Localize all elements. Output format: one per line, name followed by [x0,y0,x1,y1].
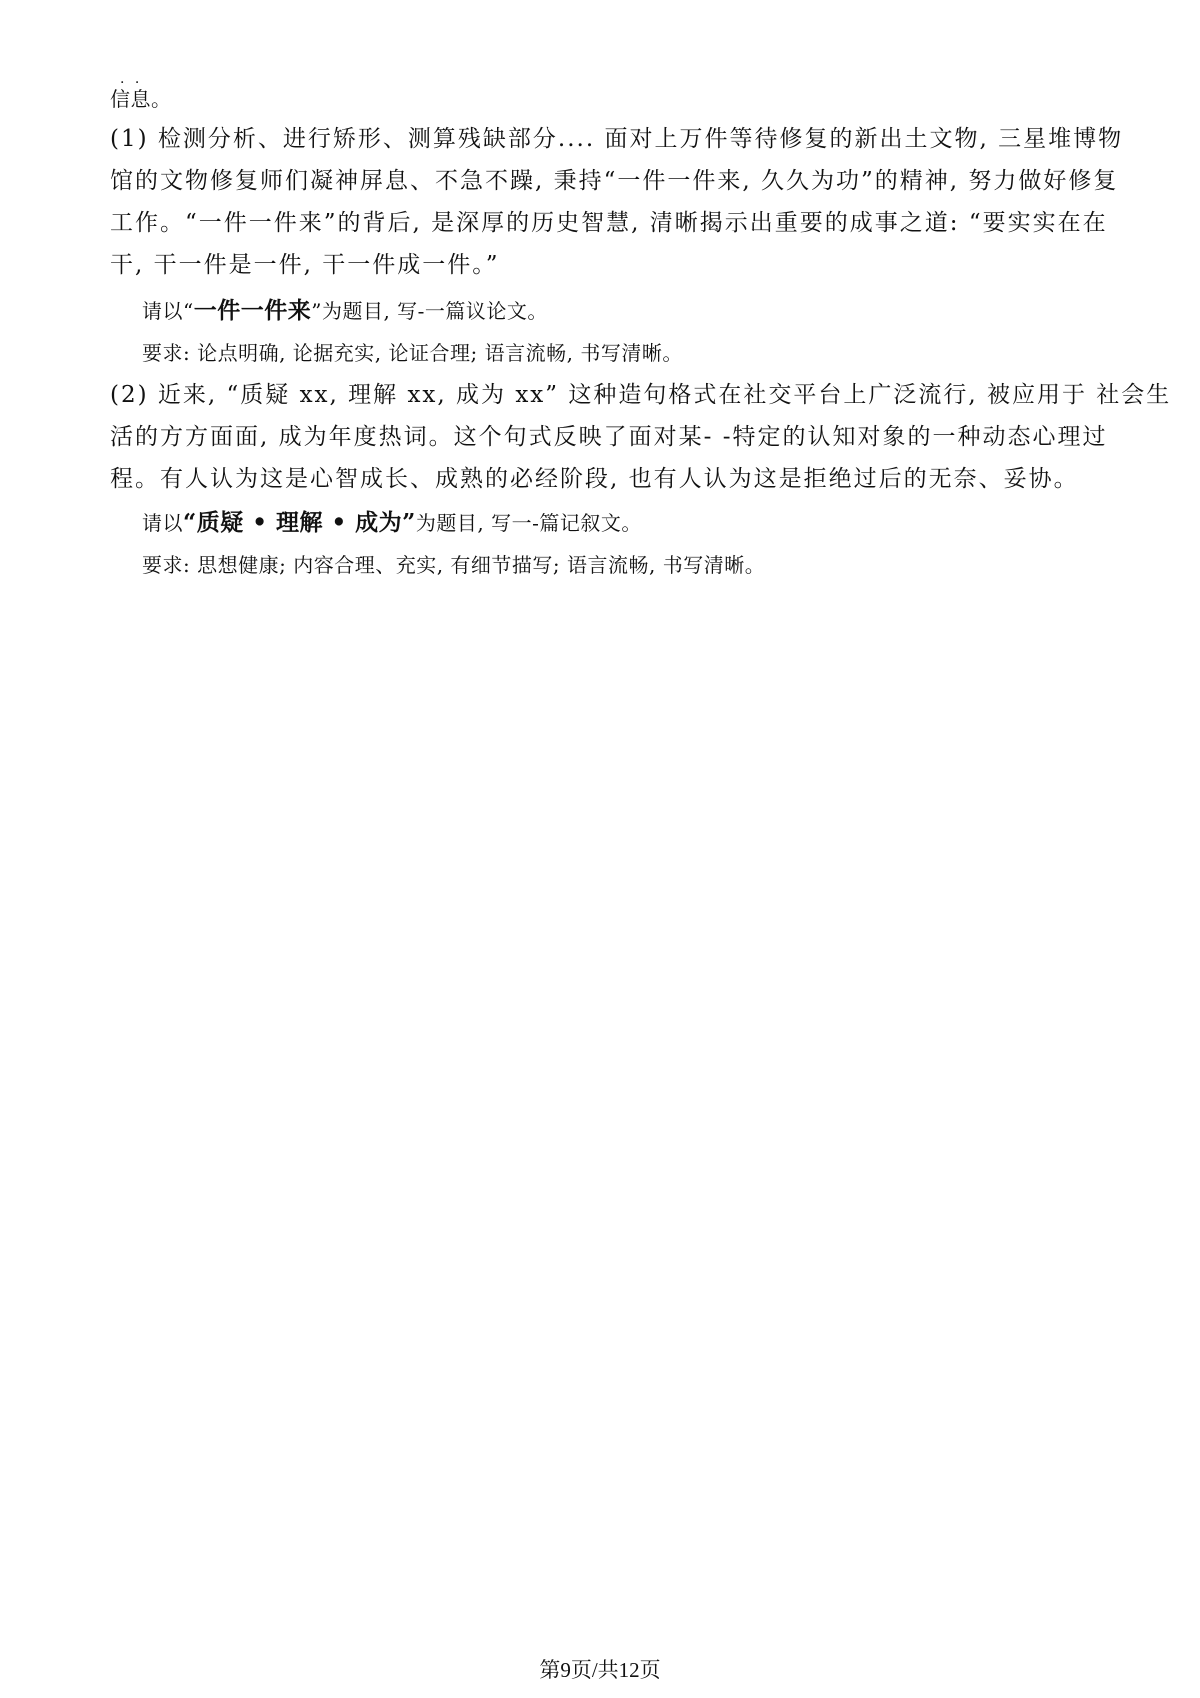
q2-prompt-prefix: 请以 [142,511,183,535]
q2-requirement: 要求: 思想健康; 内容合理、充实, 有细节描写; 语言流畅, 书写清晰。 [142,553,766,577]
q2-prompt-suffix: 为题目, 写一-篇记叙文。 [415,511,642,535]
intro-text: 信息。 · · [110,84,1100,114]
q1-requirement: 要求: 论点明确, 论据充实, 论证合理; 语言流畅, 书写清晰。 [142,341,683,365]
page-number: 第9页/共12页 [539,1658,661,1682]
q2-prompt-title: “质疑 • 理解 • 成为” [183,509,416,536]
q1-prompt-prefix: 请以“ [142,299,194,323]
q1-prompt [142,296,1132,326]
q1-line-4: 干, 干一件是一件, 干一件成一件。” [110,252,500,278]
q1-line-1: (1) 检测分析、进行矫形、测算残缺部分.... 面对上万件等待修复的新出土文物, 三星堆博物 [110,126,1124,152]
q1-line-2: 馆的文物修复师们凝神屏息、不急不躁, 秉持“一件一件来, 久久为功”的精神, 努力做好修复 [110,168,1119,194]
q1-line-3: 工作。“一件一件来”的背后, 是深厚的历史智慧, 清晰揭示出重要的成事之道: “要实实在在 [110,210,1108,236]
q2-line-1: (2) 近来, “质疑 xx, 理解 xx, 成为 xx” 这种造句格式在社交平台上广泛流行, 被应用于 社会生 [110,382,1172,408]
q2-line-3: 程。有人认为这是心智成长、成熟的必经阶段, 也有人认为这是拒绝过后的无奈、妥协。 [110,466,1079,492]
q2-line-2: 活的方方面面, 成为年度热词。这个句式反映了面对某- -特定的认知对象的一种动态心理过 [110,424,1108,450]
q1-prompt-title: 一件一件来 [193,297,312,324]
q2-prompt [142,508,1132,538]
q1-prompt-suffix: ”为题目, 写-一篇议论文。 [311,299,548,323]
